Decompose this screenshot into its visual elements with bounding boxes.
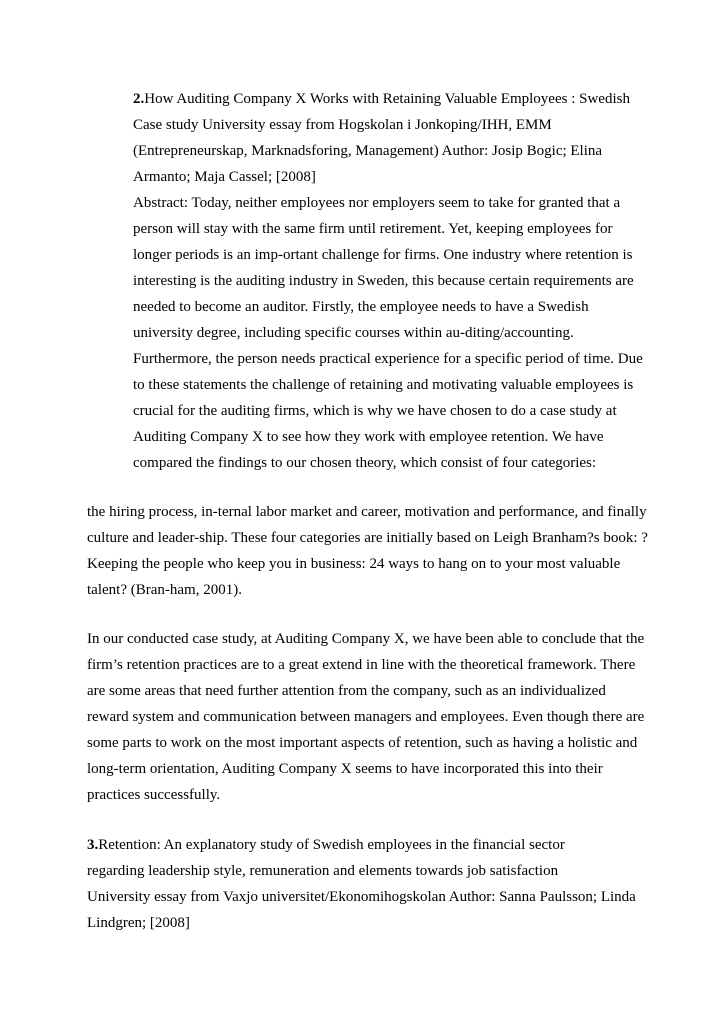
item2-abstract-line-7: Furthermore, the person needs practical experience for a specific period of time. Due <box>133 351 643 367</box>
paragraph2-line-1: In our conducted case study, at Auditing Company X, we have been able to conclude that the <box>87 631 645 647</box>
paragraph1-line-3: Keeping the people who keep you in business: 24 ways to hang on to your most valuable <box>87 556 621 572</box>
paragraph1-line-1: the hiring process, in-ternal labor market and career, motivation and performance, and finally <box>87 504 647 520</box>
item2-abstract-line-8: to these statements the challenge of retaining and motivating valuable employees is <box>133 377 634 393</box>
item2-abstract-line-5: needed to become an auditor. Firstly, the employee needs to have a Swedish <box>133 299 589 315</box>
item3-line-3: University essay from Vaxjo universitet/Ekonomihogskolan Author: Sanna Paulsson; Linda <box>87 889 636 905</box>
item3-line-4: Lindgren; [2008] <box>87 915 190 931</box>
item2-line-3: (Entrepreneurskap, Marknadsforing, Management) Author: Josip Bogic; Elina <box>133 143 603 159</box>
item2-number: 2. <box>133 91 145 107</box>
item3-title: Retention: An explanatory study of Swedish employees in the financial sector <box>98 837 565 853</box>
paragraph2-line-6: long-term orientation, Auditing Company X seems to have incorporated this into their <box>87 761 603 777</box>
paragraph2-line-5: some parts to work on the most important aspects of retention, such as having a holistic and <box>87 735 638 751</box>
paragraph1-line-4: talent? (Bran-ham, 2001). <box>87 582 242 598</box>
paragraph1-line-2: culture and leader-ship. These four categories are initially based on Leigh Branham?s book: ? <box>87 530 648 546</box>
item2-line-2: Case study University essay from Hogskolan i Jonkoping/IHH, EMM <box>133 117 552 133</box>
item2-line-1 <box>133 90 630 108</box>
paragraph2-line-2: firm’s retention practices are to a great extend in line with the theoretical framework. There <box>87 657 636 673</box>
item2-abstract-line-6: university degree, including specific courses within au-diting/accounting. <box>133 325 574 341</box>
item2-abstract-line-1: Abstract: Today, neither employees nor employers seem to take for granted that a <box>133 195 621 211</box>
item3-line-2: regarding leadership style, remuneration and elements towards job satisfaction <box>87 863 559 879</box>
item3-number: 3. <box>87 837 99 853</box>
item2-abstract-line-10: Auditing Company X to see how they work with employee retention. We have <box>133 429 604 445</box>
item2-abstract-line-9: crucial for the auditing firms, which is why we have chosen to do a case study at <box>133 403 617 419</box>
item2-abstract-line-2: person will stay with the same firm until retirement. Yet, keeping employees for <box>133 221 613 237</box>
item2-abstract-line-4: interesting is the auditing industry in Sweden, this because certain requirements are <box>133 273 634 289</box>
paragraph2-line-4: reward system and communication between managers and employees. Even though there are <box>87 709 645 725</box>
item2-abstract-line-3: longer periods is an imp-ortant challenge for firms. One industry where retention is <box>133 247 633 263</box>
item2-title: How Auditing Company X Works with Retaining Valuable Employees : Swedish <box>144 91 630 107</box>
item2-line-4: Armanto; Maja Cassel; [2008] <box>133 169 316 185</box>
paragraph2-line-7: practices successfully. <box>87 787 221 803</box>
paragraph2-line-3: are some areas that need further attention from the company, such as an individualized <box>87 683 606 699</box>
item3-line-1 <box>87 836 565 854</box>
item2-abstract-line-11: compared the findings to our chosen theory, which consist of four categories: <box>133 455 597 471</box>
